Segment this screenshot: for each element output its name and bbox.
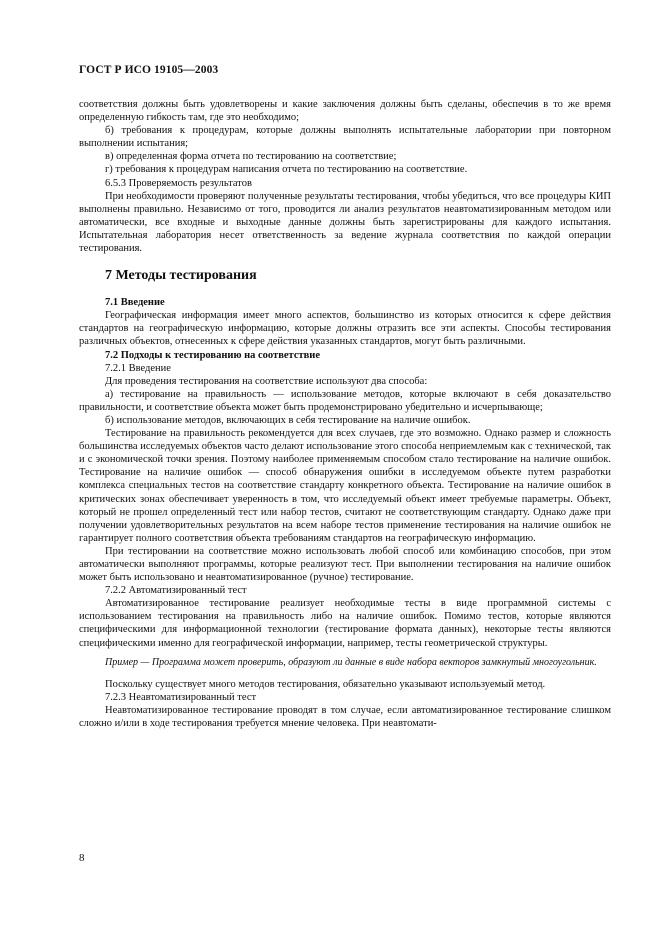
list-item-g: г) требования к процедурам написания отчета по тестированию на соответствие. xyxy=(105,164,468,176)
subsection-heading-7-2-1: 7.2.1 Введение xyxy=(105,362,171,374)
paragraph-continued: соответствия должны быть удовлетворены и какие заключения должны быть сделаны, обеспечив в то же время определенную гибкость там, где это необходимо; xyxy=(79,99,611,124)
paragraph-two-ways: Для проведения тестирования на соответствие используют два способа: xyxy=(105,375,428,387)
subsection-heading-6-5-3: 6.5.3 Проверяемость результатов xyxy=(105,177,252,189)
paragraph-correctness-testing: Тестирование на правильность рекомендуется для всех случаев, где это возможно. Однако размер и сложность большинства исследуемых объектов часто делают использование этого способа неприемлемым как с технической, так и с экономической точки зрения. Поэтому наиболее применяемым способом стало тестирование на наличие ошибок. Тестирование на наличие ошибок — способ обнаружения ошибки в исследуемом объекте путем разработки комплекса специальных тестов на соответствие стандарту конкретного объекта. Тестирование на наличие ошибок в критических зонах обеспечивает уверенность в том, что исследуемый объект имеет требуемые параметры. Объект, который не прошел определенный тест или набор тестов, считают не соответствующим стандарту. Однако даже при получении удовлетворительных результатов на всем наборе тестов применение тестирования на наличие ошибок не гарантирует полного соответствия объекта требованиям стандартов на географическую информацию. xyxy=(79,428,611,544)
list-item-v: в) определенная форма отчета по тестированию на соответствие; xyxy=(105,151,397,163)
page-number: 8 xyxy=(79,852,85,864)
document-header: ГОСТ Р ИСО 19105—2003 xyxy=(79,64,219,76)
example-note: Пример — Программа может проверить, образуют ли данные в виде набора векторов замкнутый многоугольник. xyxy=(105,656,597,668)
list-item-b: б) требования к процедурам, которые должны выполнять испытательные лаборатории при повторном выполнении испытания; xyxy=(79,125,611,150)
subsection-heading-7-2-3: 7.2.3 Неавтоматизированный тест xyxy=(105,691,257,703)
paragraph-methods: Поскольку существует много методов тестирования, обязательно указывают используемый метод. xyxy=(105,678,546,690)
list-item-a: а) тестирование на правильность — использование методов, которые включают в себя доказательство правильности, и соответствие объекта может быть продемонстрировано убедительно и исчерпывающе; xyxy=(79,388,611,413)
document-page xyxy=(79,64,611,730)
section-heading-7: 7 Методы тестирования xyxy=(105,268,257,284)
list-item-b-errors: б) использование методов, включающих в себя тестирование на наличие ошибок. xyxy=(105,414,471,426)
subsection-heading-7-1: 7.1 Введение xyxy=(105,297,165,309)
paragraph-verifiability: При необходимости проверяют полученные результаты тестирования, чтобы убедиться, что все процедуры КИП выполнены правильно. Независимо от того, проводится ли анализ результатов неавтоматизированным методом или автоматически, все входные и выходные данные должны быть зарегистрированы для каждого испытания. Испытательная лаборатория несет ответственность за ведение журнала соответствия по каждой операции тестирования. xyxy=(79,190,611,255)
subsection-heading-7-2-2: 7.2.2 Автоматизированный тест xyxy=(105,585,247,597)
paragraph-manual: Неавтоматизированное тестирование проводят в том случае, если автоматизированное тестирование слишком сложно и/или в ходе тестирования требуется мнение человека. При неавтомати- xyxy=(79,704,611,729)
paragraph-automated: Автоматизированное тестирование реализует необходимые тесты в виде программной системы с использованием тестирования на правильность либо на наличие ошибок. Помимо тестов, которые являются специфическими для информационной технологии (тестирование формата данных), некоторые тесты являются специфическими именно для географической информации, например, тесты геометрической структуры. xyxy=(79,598,611,649)
paragraph-combination: При тестировании на соответствие можно использовать любой способ или комбинацию способов, при этом автоматически выполняют программы, которые реализуют тест. При выполнении тестирования на наличие ошибок может быть использовано и неавтоматизированное (ручное) тестирование. xyxy=(79,545,611,584)
paragraph-geographic-info: Географическая информация имеет много аспектов, большинство из которых относится к сфере действия стандартов на географическую информацию, которые должны отразить все эти аспекты. Способы тестирования различных объектов, отнесенных к сфере действия указанных стандартов, могут быть различными. xyxy=(79,310,611,348)
subsection-heading-7-2: 7.2 Подходы к тестированию на соответствие xyxy=(105,349,321,361)
